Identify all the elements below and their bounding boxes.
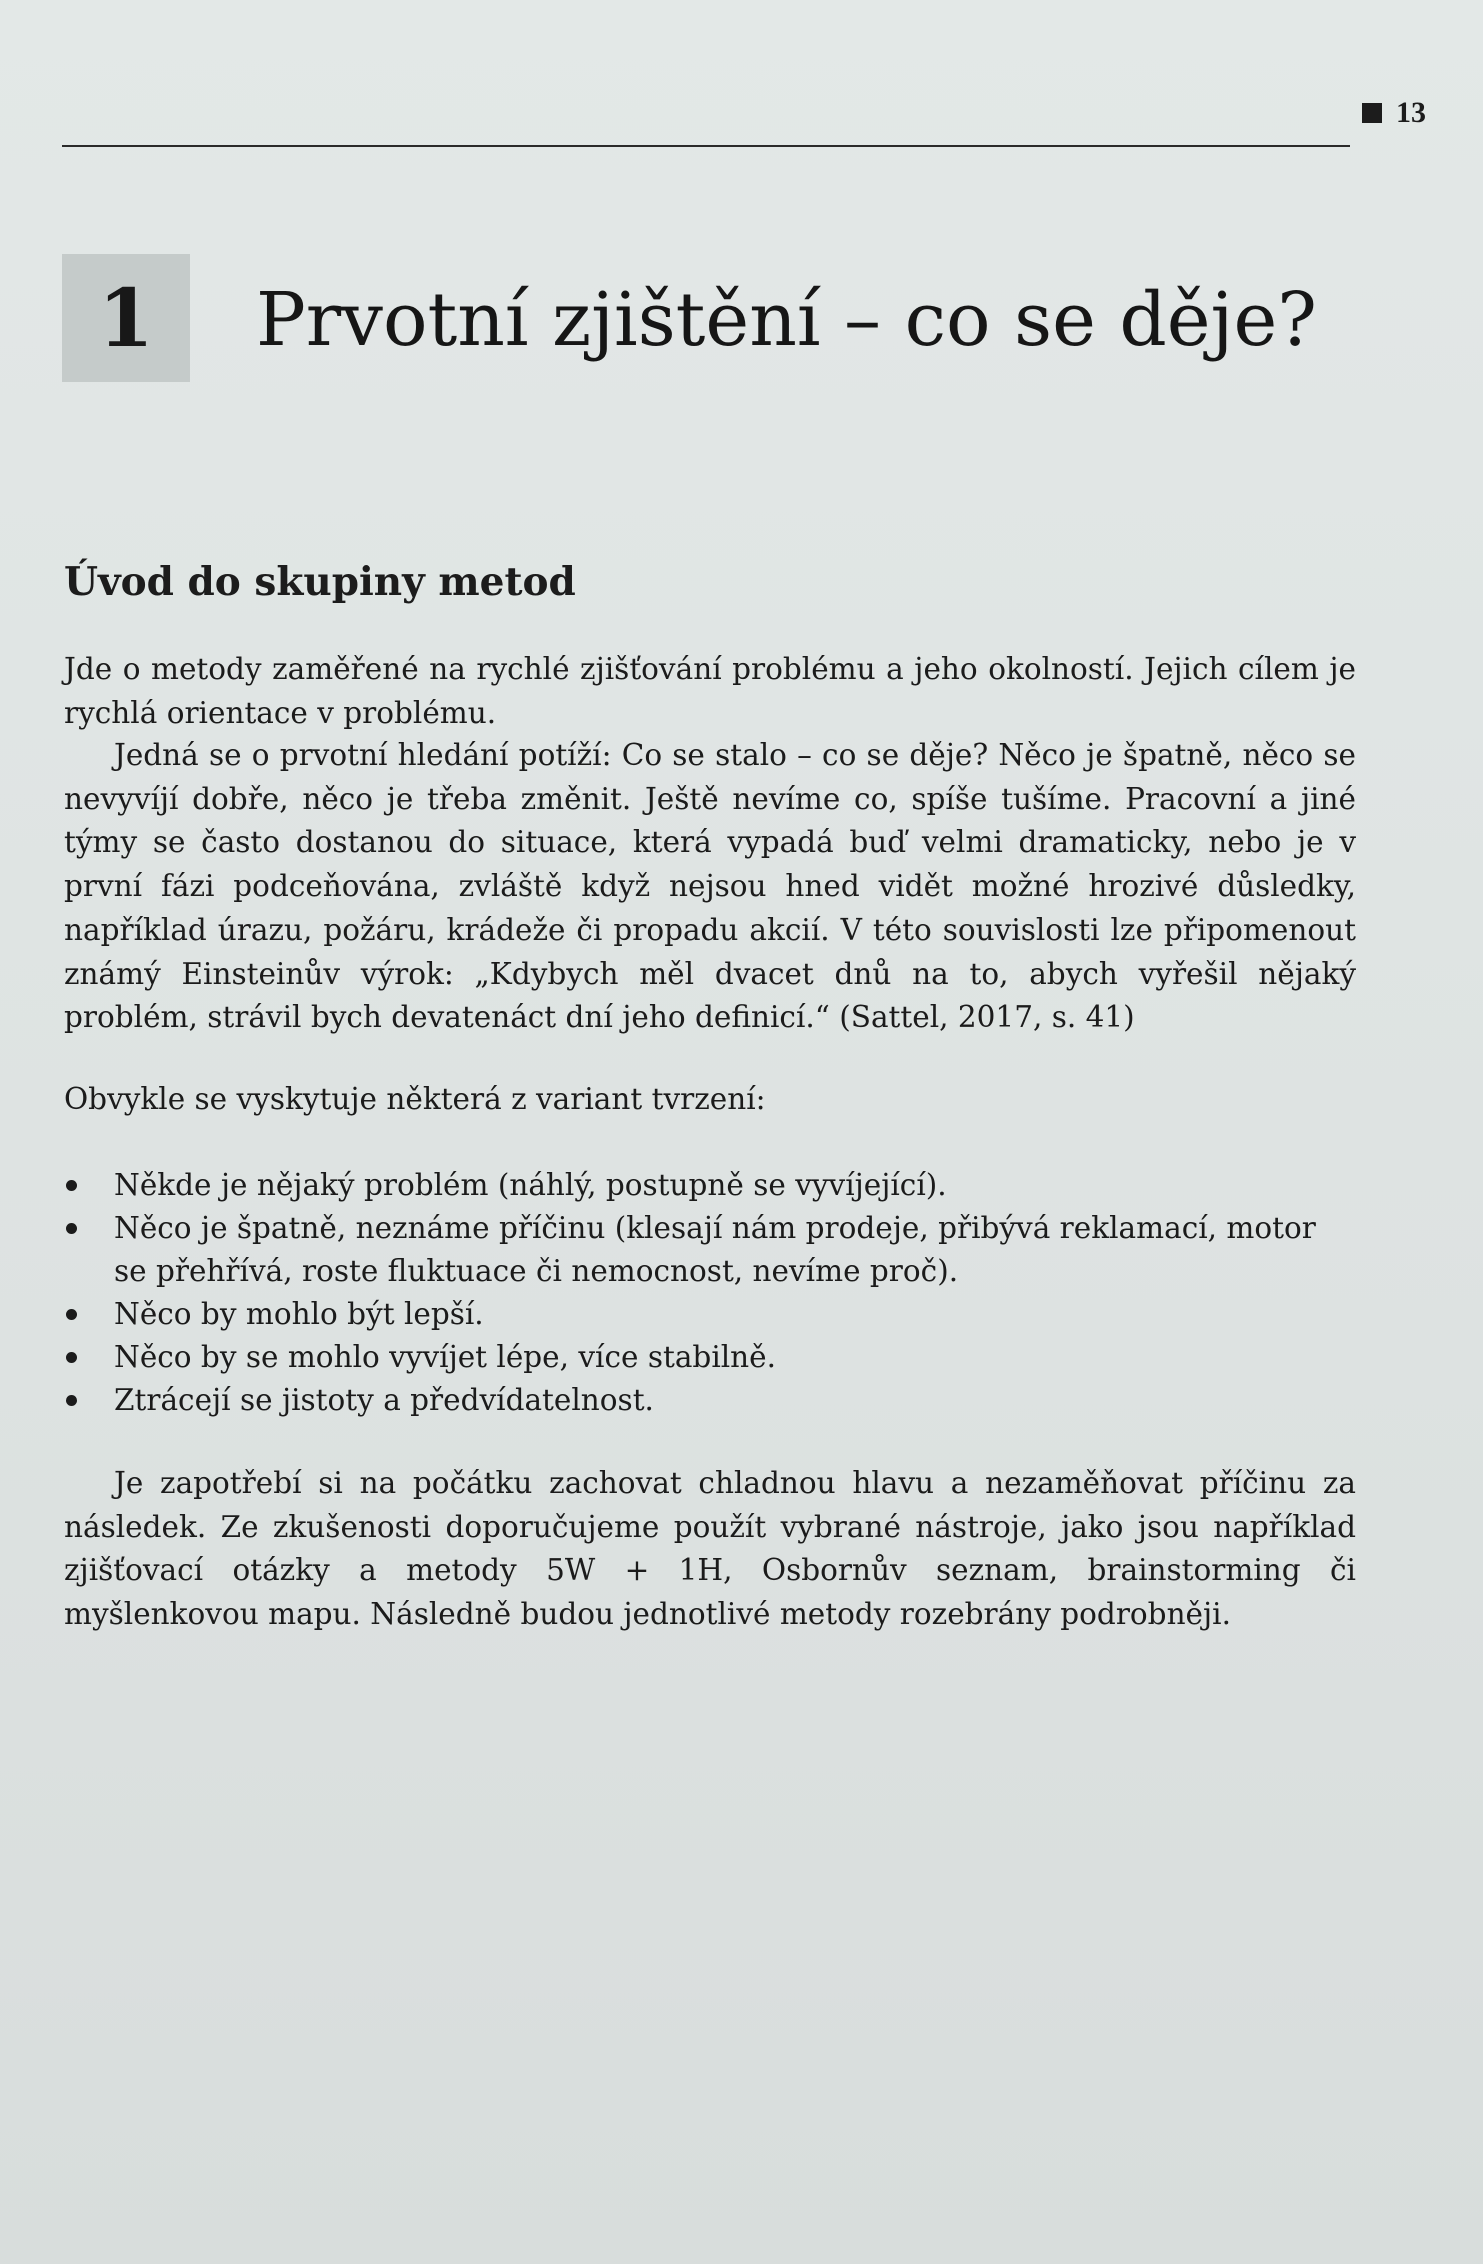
bullet-dot	[66, 1309, 77, 1320]
header-square-mark	[1362, 103, 1382, 123]
chapter-number-box	[62, 254, 190, 382]
chapter-number: 1	[98, 271, 154, 365]
header-rule	[62, 145, 1350, 147]
bullet-dot	[66, 1395, 77, 1406]
list-item	[64, 1293, 1356, 1336]
paragraph-problem-search: Jedná se o prvotní hledání potíží: Co se stalo – co se děje? Něco je špatně, něco se nevyvíjí dobře, něco je třeba změnit. Ještě nevíme co, spíše tušíme. Pracovní a jiné týmy se často dostanou do situace, která vypadá buď velmi dramaticky, nebo je v první fázi podceňována, zvláště když nejsou hned vidět možné hrozivé důsledky, například úrazu, požáru, krádeže či propadu akcií. V této souvislosti lze připomenout známý Einsteinův výrok: „Kdybych měl dvacet dnů na to, abych vyřešil nějaký problém, strávil bych devatenáct dní jeho definicí.“ (Sattel, 2017, s. 41)	[64, 738, 1356, 1035]
bullet-list	[64, 1164, 1356, 1422]
page-header	[62, 95, 1432, 155]
chapter-title: Prvotní zjištění – co se děje?	[256, 277, 1317, 363]
list-item-text: Někde je nějaký problém (náhlý, postupně se vyvíjející).	[114, 1168, 947, 1202]
list-item-text: Něco by se mohlo vyvíjet lépe, více stabilně.	[114, 1340, 777, 1374]
list-item	[64, 1379, 1356, 1422]
bullet-dot	[66, 1223, 77, 1234]
page-number: 13	[1396, 96, 1426, 129]
list-item-text: Něco je špatně, neznáme příčinu (klesají nám prodeje, přibývá reklamací, motor se přehřívá, roste fluktuace či nemocnost, nevíme proč).	[114, 1211, 1316, 1288]
paragraph-variants-lead: Obvykle se vyskytuje některá z variant tvrzení:	[64, 1082, 766, 1116]
list-item	[64, 1207, 1356, 1293]
paragraph-intro: Jde o metody zaměřené na rychlé zjišťování problému a jeho okolností. Jejich cílem je rychlá orientace v problému.	[64, 652, 1356, 730]
list-item-text: Něco by mohlo být lepší.	[114, 1297, 484, 1331]
paragraph-conclusion: Je zapotřebí si na počátku zachovat chladnou hlavu a nezaměňovat příčinu za následek. Ze zkušenosti doporučujeme použít vybrané nástroje, jako jsou například zjišťovací otázky a metody 5W + 1H, Osbornův seznam, brainstorming či myšlenkovou mapu. Následně budou jednotlivé metody rozebrány podrobněji.	[64, 1466, 1356, 1632]
list-item	[64, 1164, 1356, 1207]
bullet-dot	[66, 1180, 77, 1191]
section-heading: Úvod do skupiny metod	[64, 559, 576, 605]
list-item-text: Ztrácejí se jistoty a předvídatelnost.	[114, 1383, 654, 1417]
bullet-dot	[66, 1352, 77, 1363]
list-item	[64, 1336, 1356, 1379]
